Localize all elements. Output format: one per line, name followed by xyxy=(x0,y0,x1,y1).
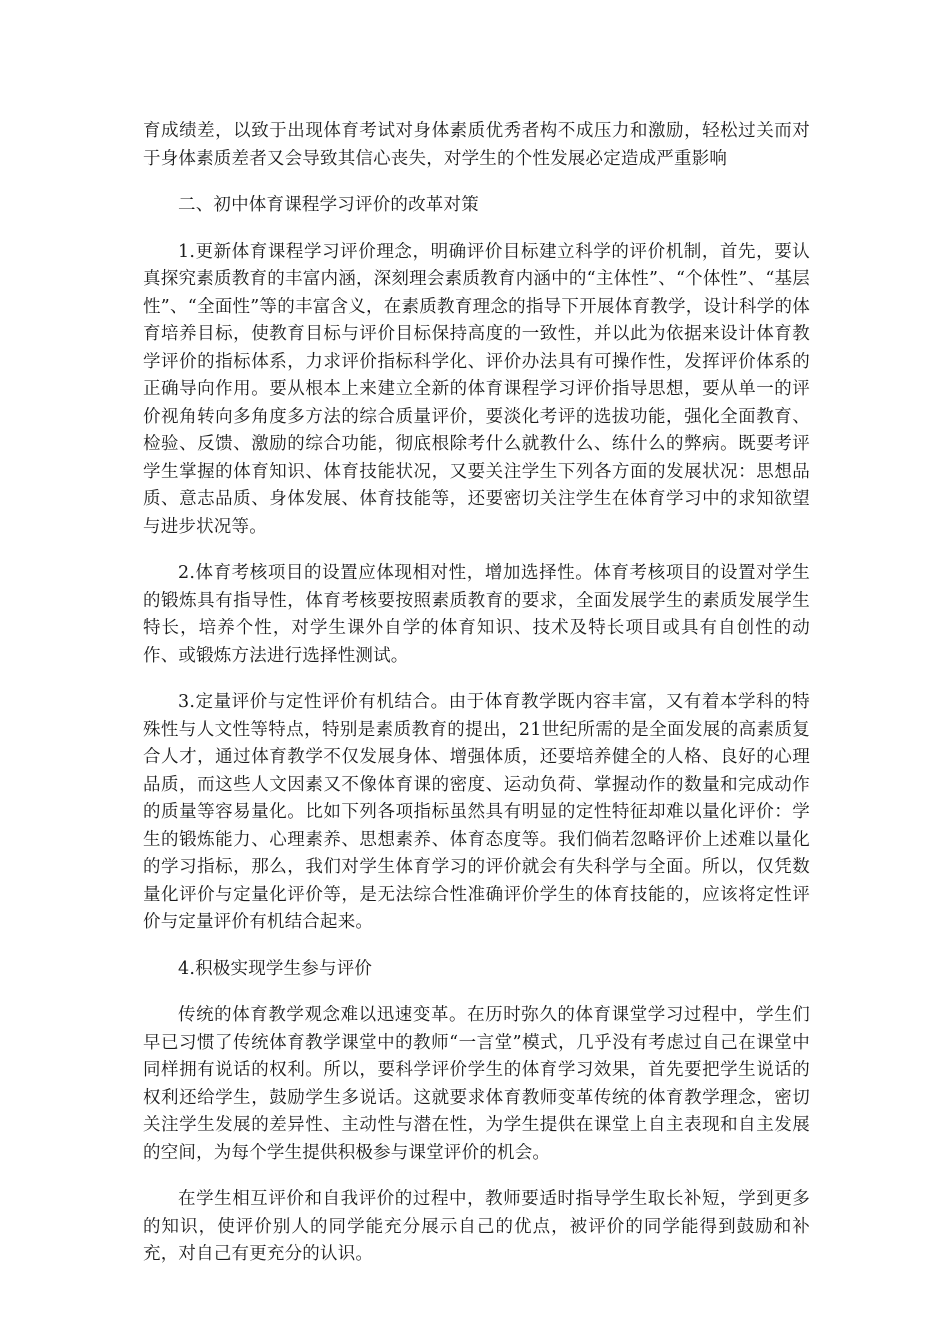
section-heading: 二、初中体育课程学习评价的改革对策 xyxy=(178,195,479,215)
paragraph-item-4-body-2: 在学生相互评价和自我评价的过程中，教师要适时指导学生取长补短，学到更多的知识，使评价别人的同学能充分展示自己的优点，被评价的同学能得到鼓励和补充，对自己有更充分的认识。 xyxy=(143,1189,810,1264)
paragraph-item-3: 3.定量评价与定性评价有机结合。由于体育教学既内容丰富，又有着本学科的特殊性与人文性等特点，特别是素质教育的提出，21世纪所需的是全面发展的高素质复合人才，通过体育教学不仅发展身体、增强体质，还要培养健全的人格、良好的心理品质，而这些人文因素又不像体育课的密度、运动负荷、掌握动作的数量和完成动作的质量等容易量化。比如下列各项指标虽然具有明显的定性特征却难以量化评价：学生的锻炼能力、心理素养、思想素养、体育态度等。我们倘若忽略评价上述难以量化的学习指标，那么，我们对学生体育学习的评价就会有失科学与全面。所以，仅凭数量化评价与定量化评价等，是无法综合性准确评价学生的体育技能的，应该将定性评价与定量评价有机结合起来。 xyxy=(143,692,810,932)
paragraph-item-4-body-1: 传统的体育教学观念难以迅速变革。在历时弥久的体育课堂学习过程中，学生们早已习惯了传统体育教学课堂中的教师“一言堂”模式，几乎没有考虑过自己在课堂中同样拥有说话的权利。所以，要科学评价学生的体育学习效果，首先要把学生说话的权利还给学生，鼓励学生多说话。这就要求体育教师变革传统的体育教学理念，密切关注学生发展的差异性、主动性与潜在性，为学生提供在课堂上自主表现和自主发展的空间，为每个学生提供积极参与课堂评价的机会。 xyxy=(143,1005,810,1163)
paragraph-continuation: 育成绩差，以致于出现体育考试对身体素质优秀者构不成压力和激励，轻松过关而对于身体素质差者又会导致其信心丧失，对学生的个性发展必定造成严重影响 xyxy=(143,121,810,169)
item-4-heading: 4.积极实现学生参与评价 xyxy=(178,958,373,979)
paragraph-item-2: 2.体育考核项目的设置应体现相对性，增加选择性。体育考核项目的设置对学生的锻炼具有指导性，体育考核要按照素质教育的要求，全面发展学生的素质发展学生特长，培养个性，对学生课外自学的体育知识、技术及特长项目或具有自创性的动作、或锻炼方法进行选择性测试。 xyxy=(143,563,810,666)
document-body xyxy=(143,118,810,1269)
paragraph-item-1: 1.更新体育课程学习评价理念，明确评价目标建立科学的评价机制，首先，要认真探究素质教育的丰富内涵，深刻理会素质教育内涵中的“主体性”、“个体性”、“基层性”、“全面性”等的丰富含义，在素质教育理念的指导下开展体育教学，设计科学的体育培养目标，使教育目标与评价目标保持高度的一致性，并以此为依据来设计体育教学评价的指标体系，力求评价指标科学化、评价办法具有可操作性，发挥评价体系的正确导向作用。要从根本上来建立全新的体育课程学习评价指导思想，要从单一的评价视角转向多角度多方法的综合质量评价，要淡化考评的选拔功能，强化全面教育、检验、反馈、激励的综合功能，彻底根除考什么就教什么、练什么的弊病。既要考评学生掌握的体育知识、体育技能状况，又要关注学生下列各方面的发展状况：思想品质、意志品质、身体发展、体育技能等，还要密切关注学生在体育学习中的求知欲望与进步状况等。 xyxy=(143,241,810,537)
